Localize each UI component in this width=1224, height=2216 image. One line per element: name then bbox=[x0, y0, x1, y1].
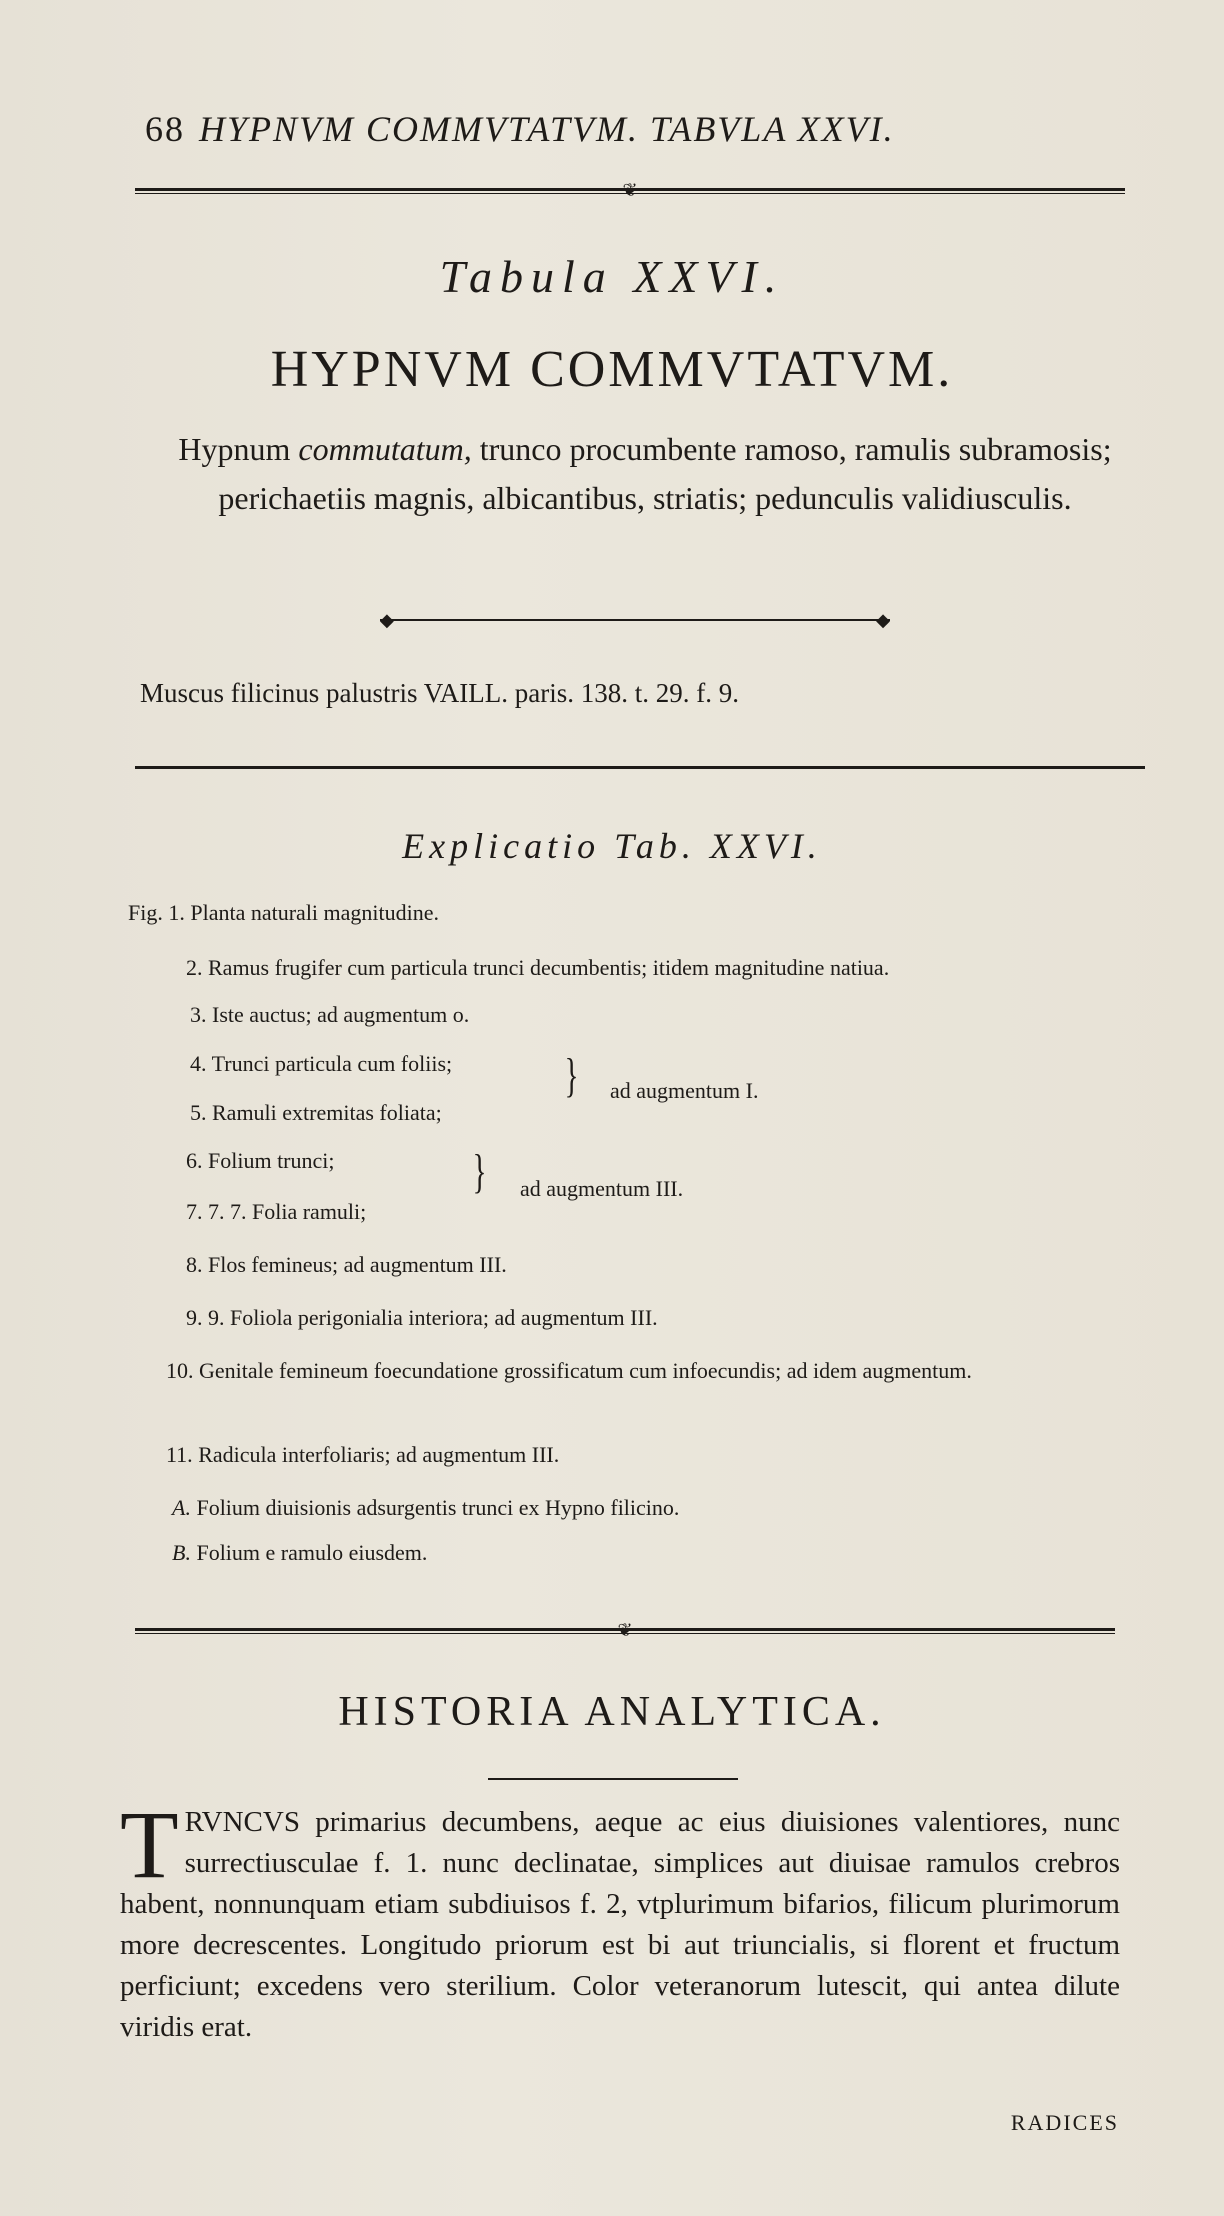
figure-item: 2. Ramus frugifer cum particula trunci decumbentis; itidem magnitudine natiua. bbox=[186, 955, 890, 980]
rule-end-icon: ◆ bbox=[876, 610, 890, 630]
figure-item: 10. Genitale femineum foecundatione grossificatum cum infoecundis; ad idem augmentum. bbox=[166, 1358, 972, 1383]
short-rule bbox=[488, 1778, 738, 1780]
figure-item: 6. Folium trunci; bbox=[186, 1148, 335, 1173]
figure-item: 3. Iste auctus; ad augmentum o. bbox=[190, 1002, 470, 1027]
synonym-citation: Muscus filicinus palustris VAILL. paris. 138. t. 29. f. 9. bbox=[140, 678, 739, 708]
running-head-text: HYPNVM COMMVTATVM. TABVLA XXVI. bbox=[199, 109, 895, 149]
brace-note: ad augmentum III. bbox=[520, 1176, 684, 1201]
brace-note: ad augmentum I. bbox=[610, 1078, 759, 1103]
brace-icon: } bbox=[564, 1049, 579, 1102]
ornament-icon: ❦ bbox=[617, 1620, 633, 1640]
figure-item: Fig. 1. Planta naturali magnitudine. bbox=[128, 900, 440, 925]
drop-cap: T bbox=[120, 1791, 179, 1898]
ornamental-rule-mid bbox=[380, 612, 890, 628]
historia-title: HISTORIA ANALYTICA. bbox=[338, 1689, 886, 1735]
brace-icon: } bbox=[472, 1145, 487, 1198]
plate-title: Tabula XXVI. bbox=[439, 251, 785, 302]
figure-item: 8. Flos femineus; ad augmentum III. bbox=[186, 1252, 507, 1277]
rule-end-icon: ◆ bbox=[380, 610, 394, 630]
ornamental-rule-top bbox=[135, 182, 1125, 198]
body-paragraph bbox=[120, 1791, 1120, 2048]
figure-item: 4. Trunci particula cum foliis; bbox=[190, 1051, 453, 1076]
figure-item: 7. 7. 7. Folia ramuli; bbox=[186, 1199, 367, 1224]
figure-item: 5. Ramuli extremitas foliata; bbox=[190, 1100, 442, 1125]
catchword: RADICES bbox=[1010, 2110, 1119, 2135]
explicatio-title: Explicatio Tab. XXVI. bbox=[402, 826, 822, 866]
figure-item: 11. Radicula interfoliaris; ad augmentum III. bbox=[166, 1442, 560, 1467]
figure-item: B. Folium e ramulo eiusdem. bbox=[172, 1540, 428, 1565]
ornament-icon: ❦ bbox=[622, 180, 638, 200]
divider-rule bbox=[135, 766, 1145, 769]
species-title: HYPNVM COMMVTATVM. bbox=[270, 341, 954, 398]
running-head bbox=[145, 108, 895, 150]
body-text: RVNCVS primarius decumbens, aeque ac eius diuisiones valentiores, nunc surrectiusculae f. 1. nunc declinatae, simplices aut diuisae ramulos crebros habent, nonnunquam etiam subdiuisos f. 2, vtplurimum bifarios, filicum plurimorum more decrescentes. Longitudo priorum est bi aut triuncialis, si florent et fructum perficiunt; excedens vero sterilium. Color veteranorum lutescit, qui antea dilute viridis erat. bbox=[120, 1806, 1120, 2043]
species-description: Hypnum commutatum, trunco procumbente ramoso, ramulis subramosis; perichaetiis magnis, albicantibus, striatis; pedunculis validiusculis. bbox=[178, 431, 1112, 516]
figure-item: A. Folium diuisionis adsurgentis trunci ex Hypno filicino. bbox=[172, 1495, 680, 1520]
ornamental-rule-bottom bbox=[135, 1622, 1115, 1638]
page-number: 68 bbox=[145, 109, 185, 149]
figure-item: 9. 9. Foliola perigonialia interiora; ad augmentum III. bbox=[186, 1305, 658, 1330]
species-epithet: commutatum, bbox=[298, 431, 472, 467]
